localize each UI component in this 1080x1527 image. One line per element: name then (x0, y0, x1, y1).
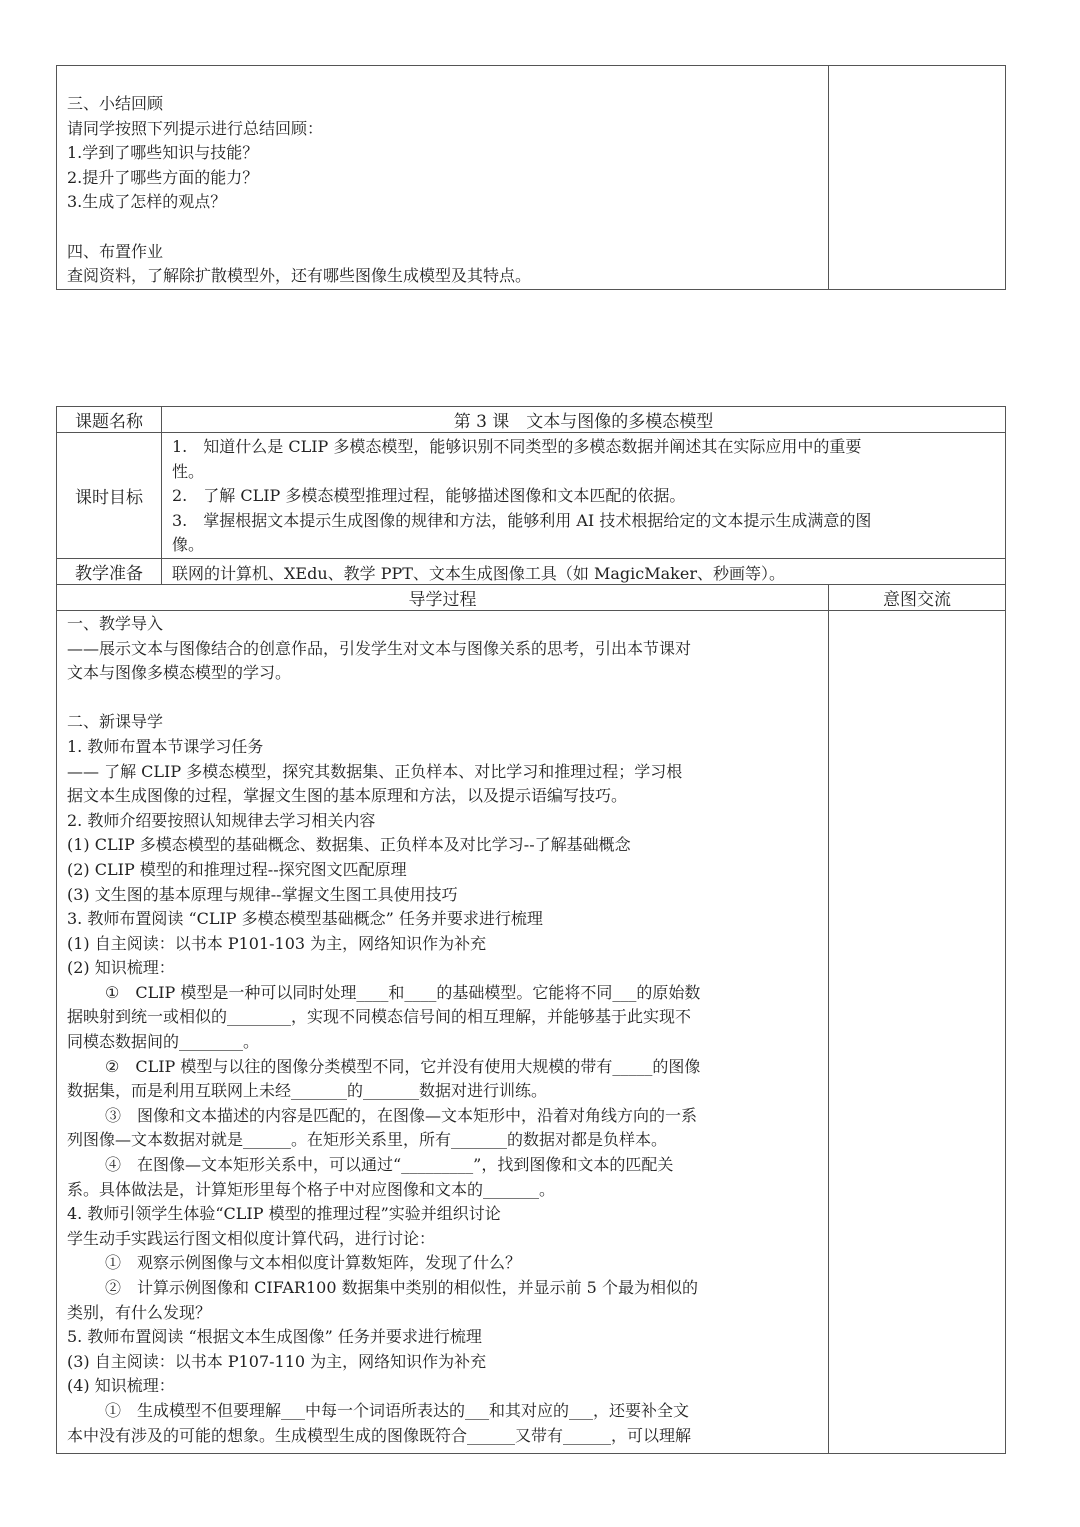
text-line: 二、新课导学 (67, 712, 164, 732)
text-line: ① CLIP 模型是一种可以同时处理____和____的基础模型。它能将不同___的原始数 (105, 982, 701, 1002)
text-line: —— 了解 CLIP 多模态模型，探究其数据集、正负样本、对比学习和推理过程；学习根 (67, 761, 683, 781)
prep-value: 联网的计算机、XEdu、教学 PPT、文本生成图像工具（如 MagicMaker、秒画等）。 (162, 558, 1006, 584)
summary-intent-cell (829, 66, 1006, 290)
topic-value: 第 3 课 文本与图像的多模态模型 (162, 407, 1006, 433)
text-line: 文本与图像多模态模型的学习。 (67, 663, 292, 683)
process-cell (57, 610, 829, 1453)
text-line: 4. 教师引领学生体验“CLIP 模型的推理过程”实验并组织讨论 (67, 1204, 501, 1224)
summary-content-cell (57, 66, 829, 290)
text-line: 1. 知道什么是 CLIP 多模态模型，能够识别不同类型的多模态数据并阐述其在实际应用中的重要 (172, 437, 862, 456)
text-line (67, 686, 828, 711)
text-line: 三、小结回顾 (67, 94, 164, 113)
process-lines (67, 612, 828, 1448)
goals-lines (172, 435, 1005, 558)
intent-cell (829, 610, 1006, 1453)
text-line: ——展示文本与图像结合的创意作品，引发学生对文本与图像关系的思考，引出本节课对 (67, 638, 692, 658)
text-line: 2. 教师介绍要按照认知规律去学习相关内容 (67, 810, 376, 830)
text-line: 1. 教师布置本节课学习任务 (67, 736, 264, 756)
text-line: 一、教学导入 (67, 613, 164, 633)
text-line: ② CLIP 模型与以往的图像分类模型不同，它并没有使用大规模的带有_____的图像 (105, 1056, 701, 1076)
text-line: 同模态数据间的________。 (67, 1032, 260, 1052)
text-line: (2) 知识梳理： (67, 958, 175, 978)
goals-cell (162, 433, 1006, 559)
text-line: (4) 知识梳理： (67, 1376, 175, 1396)
text-line: ④ 在图像—文本矩形关系中，可以通过“_________”，找到图像和文本的匹配关 (105, 1155, 674, 1175)
text-line: 性。 (172, 461, 205, 481)
text-line (67, 215, 828, 240)
text-line: (1) 自主阅读：以书本 P101-103 为主，网络知识作为补充 (67, 933, 487, 953)
text-line: 请同学按照下列提示进行总结回顾： (67, 118, 324, 138)
summary-lines (67, 92, 828, 289)
text-line: 学生动手实践运行图文相似度计算代码，进行讨论： (67, 1228, 436, 1248)
text-line: 数据集，而是利用互联网上未经_______的_______数据对进行训练。 (67, 1081, 548, 1101)
process-header: 导学过程 (57, 584, 829, 610)
topic-label: 课题名称 (57, 407, 162, 433)
text-line: ② 计算示例图像和 CIFAR100 数据集中类别的相似性，并显示前 5 个最为相似的 (105, 1278, 698, 1297)
text-line: 列图像—文本数据对就是______。在矩形关系里，所有_______的数据对都是负样本。 (67, 1130, 668, 1150)
text-line: ① 观察示例图像与文本相似度计算数矩阵，发现了什么？ (105, 1253, 522, 1273)
text-line: 系。具体做法是，计算矩形里每个格子中对应图像和文本的_______。 (67, 1179, 556, 1199)
text-line: (3) 自主阅读：以书本 P107-110 为主，网络知识作为补充 (67, 1351, 487, 1371)
goals-label: 课时目标 (57, 433, 162, 559)
text-line: ① 生成模型不但要理解___中每一个词语所表达的___和其对应的___，还要补全文 (105, 1400, 690, 1420)
text-line: 本中没有涉及的可能的想象。生成模型生成的图像既符合______又带有______，可以理解 (67, 1425, 692, 1445)
text-line: (3) 文生图的基本原理与规律--掌握文生图工具使用技巧 (67, 884, 458, 904)
lesson-plan-table (56, 406, 1006, 1454)
intent-header: 意图交流 (829, 584, 1006, 610)
text-line: 3.生成了怎样的观点？ (67, 192, 227, 212)
text-line: ③ 图像和文本描述的内容是匹配的，在图像—文本矩形中，沿着对角线方向的一系 (105, 1105, 698, 1125)
text-line: 1.学到了哪些知识与技能？ (67, 143, 259, 163)
prep-label: 教学准备 (57, 558, 162, 584)
summary-table (56, 65, 1006, 290)
text-line: 查阅资料，了解除扩散模型外，还有哪些图像生成模型及其特点。 (67, 266, 532, 286)
text-line: 类别，有什么发现？ (67, 1302, 212, 1322)
text-line: 2. 了解 CLIP 多模态模型推理过程，能够描述图像和文本匹配的依据。 (172, 486, 686, 506)
text-line: 像。 (172, 535, 205, 555)
text-line: 2.提升了哪些方面的能力？ (67, 167, 259, 187)
text-line: 据文本生成图像的过程，掌握文生图的基本原理和方法，以及提示语编写技巧。 (67, 786, 628, 806)
text-line: (1) CLIP 多模态模型的基础概念、数据集、正负样本及对比学习--了解基础概念 (67, 835, 631, 855)
text-line: (2) CLIP 模型的和推理过程--探究图文匹配原理 (67, 859, 407, 879)
text-line: 四、布置作业 (67, 241, 164, 261)
text-line: 3. 掌握根据文本提示生成图像的规律和方法，能够利用 AI 技术根据给定的文本提示生成满意的图 (172, 510, 872, 530)
text-line: 5. 教师布置阅读 “根据文本生成图像” 任务并要求进行梳理 (67, 1327, 482, 1347)
text-line: 据映射到统一或相似的________，实现不同模态信号间的相互理解，并能够基于此实现不 (67, 1007, 692, 1027)
text-line: 3. 教师布置阅读 “CLIP 多模态模型基础概念” 任务并要求进行梳理 (67, 909, 543, 929)
